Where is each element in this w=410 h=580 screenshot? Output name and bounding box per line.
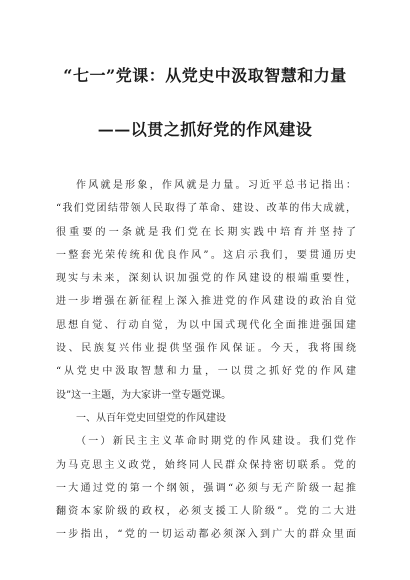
document-subtitle: ——以贯之抓好党的作风建设 (97, 120, 313, 139)
body-line: 设、民族复兴伟业提供坚强作风保证。今天，我将围绕 (56, 343, 356, 355)
body-line: 现实与未来，深刻认识加强党的作风建设的根端重要性， (56, 273, 356, 285)
body-line: 一步指出，“党的一切运动都必须深入到广大的群众里面 (56, 529, 356, 541)
body-line: 翻资本家阶级的政权，必须支援工人阶级”。党的二大进 (56, 506, 356, 518)
body-line: 很重要的一条就是我们党在长期实践中培育并坚持了 (56, 226, 356, 238)
body-line: 一整套光荣传统和优良作风”。这启示我们，要贯通历史 (56, 249, 356, 261)
body-line: 为马克思主义政党，始终同人民群众保持密切联系。党的 (56, 459, 356, 471)
document-title: “七一”党课：从党史中汲取智慧和力量 (63, 66, 347, 85)
body-line: （一）新民主主义革命时期党的作风建设。我们党作 (76, 436, 356, 448)
body-line: 一大通过党的第一个纲领，强调“必须与无产阶级一起推 (56, 482, 356, 494)
section-heading: 一、从百年党史回望党的作风建设 (76, 412, 226, 424)
document-body (56, 174, 356, 547)
body-line: “从党史中汲取智慧和力量，一以贯之抓好党的作风建 (56, 366, 356, 378)
body-line: 思想自觉、行动自觉，为以中国式现代化全面推进强国建 (56, 319, 356, 331)
body-line: “我们党团结带领人民取得了革命、建设、改革的伟大成就， (56, 203, 356, 215)
body-line: 设”这一主题，为大家讲一堂专题党课。 (56, 389, 232, 401)
body-line: 进一步增强在新征程上深入推进党的作风建设的政治自觉 (56, 296, 356, 308)
body-line: 作风就是形象，作风就是力量。习近平总书记指出： (76, 180, 356, 191)
